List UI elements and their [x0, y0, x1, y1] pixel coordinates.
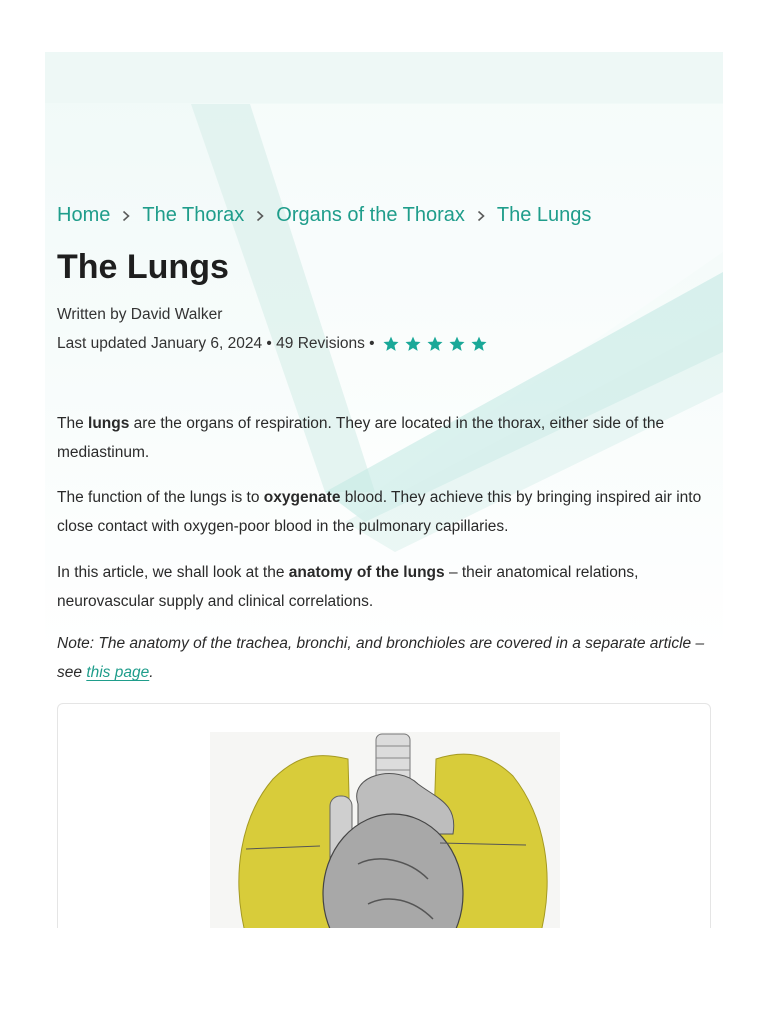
- breadcrumb-thorax-link[interactable]: The Thorax: [142, 204, 245, 226]
- function-paragraph: [57, 483, 711, 541]
- p2-bold: oxygenate: [263, 489, 341, 506]
- lungs-illustration: [58, 704, 710, 944]
- p2-text-a: The function of the lungs is to: [57, 489, 264, 506]
- breadcrumb-home-link[interactable]: Home: [57, 204, 111, 226]
- p1-text-a: The: [57, 415, 89, 432]
- this-page-link[interactable]: this page: [86, 664, 150, 681]
- star-icon: [469, 335, 489, 353]
- updated-text: Last updated January 6, 2024 • 49 Revisions •: [57, 335, 375, 352]
- breadcrumb-lungs-link[interactable]: The Lungs: [496, 204, 592, 226]
- scope-paragraph: [57, 558, 711, 616]
- p3-bold: anatomy of the lungs: [288, 564, 445, 581]
- breadcrumb: [57, 204, 591, 227]
- p1-text-c: are the organs of respiration. They are located in the thorax, either side of the mediastinum.: [57, 415, 665, 461]
- p1-bold: lungs: [88, 415, 130, 432]
- note-text: Note: The anatomy of the trachea, bronchi, and bronchioles are covered in a separate article – see: [57, 635, 705, 681]
- p3-text-c: – their anatomical relations, neurovascular supply and clinical correlations.: [57, 564, 639, 610]
- star-icon: [381, 335, 401, 353]
- lungs-figure[interactable]: [57, 703, 711, 945]
- chevron-right-icon: [256, 210, 264, 222]
- rating-stars[interactable]: [381, 335, 491, 353]
- star-icon: [447, 335, 467, 353]
- p3-text-a: In this article, we shall look at the: [57, 564, 289, 581]
- intro-paragraph: [57, 409, 711, 467]
- chevron-right-icon: [477, 210, 485, 222]
- breadcrumb-organs-link[interactable]: Organs of the Thorax: [276, 204, 465, 226]
- page-title: The Lungs: [57, 248, 229, 286]
- updated-line: [57, 335, 491, 353]
- note-end: .: [149, 664, 154, 681]
- star-icon: [425, 335, 445, 353]
- chevron-right-icon: [122, 210, 130, 222]
- author-line: Written by David Walker: [57, 306, 223, 323]
- page-footer-blank: [0, 928, 768, 1024]
- p2-text-c: blood. They achieve this by bringing inspired air into close contact with oxygen-poor blood in the pulmonary capillaries.: [57, 489, 702, 535]
- star-icon: [403, 335, 423, 353]
- note-paragraph: [57, 629, 711, 687]
